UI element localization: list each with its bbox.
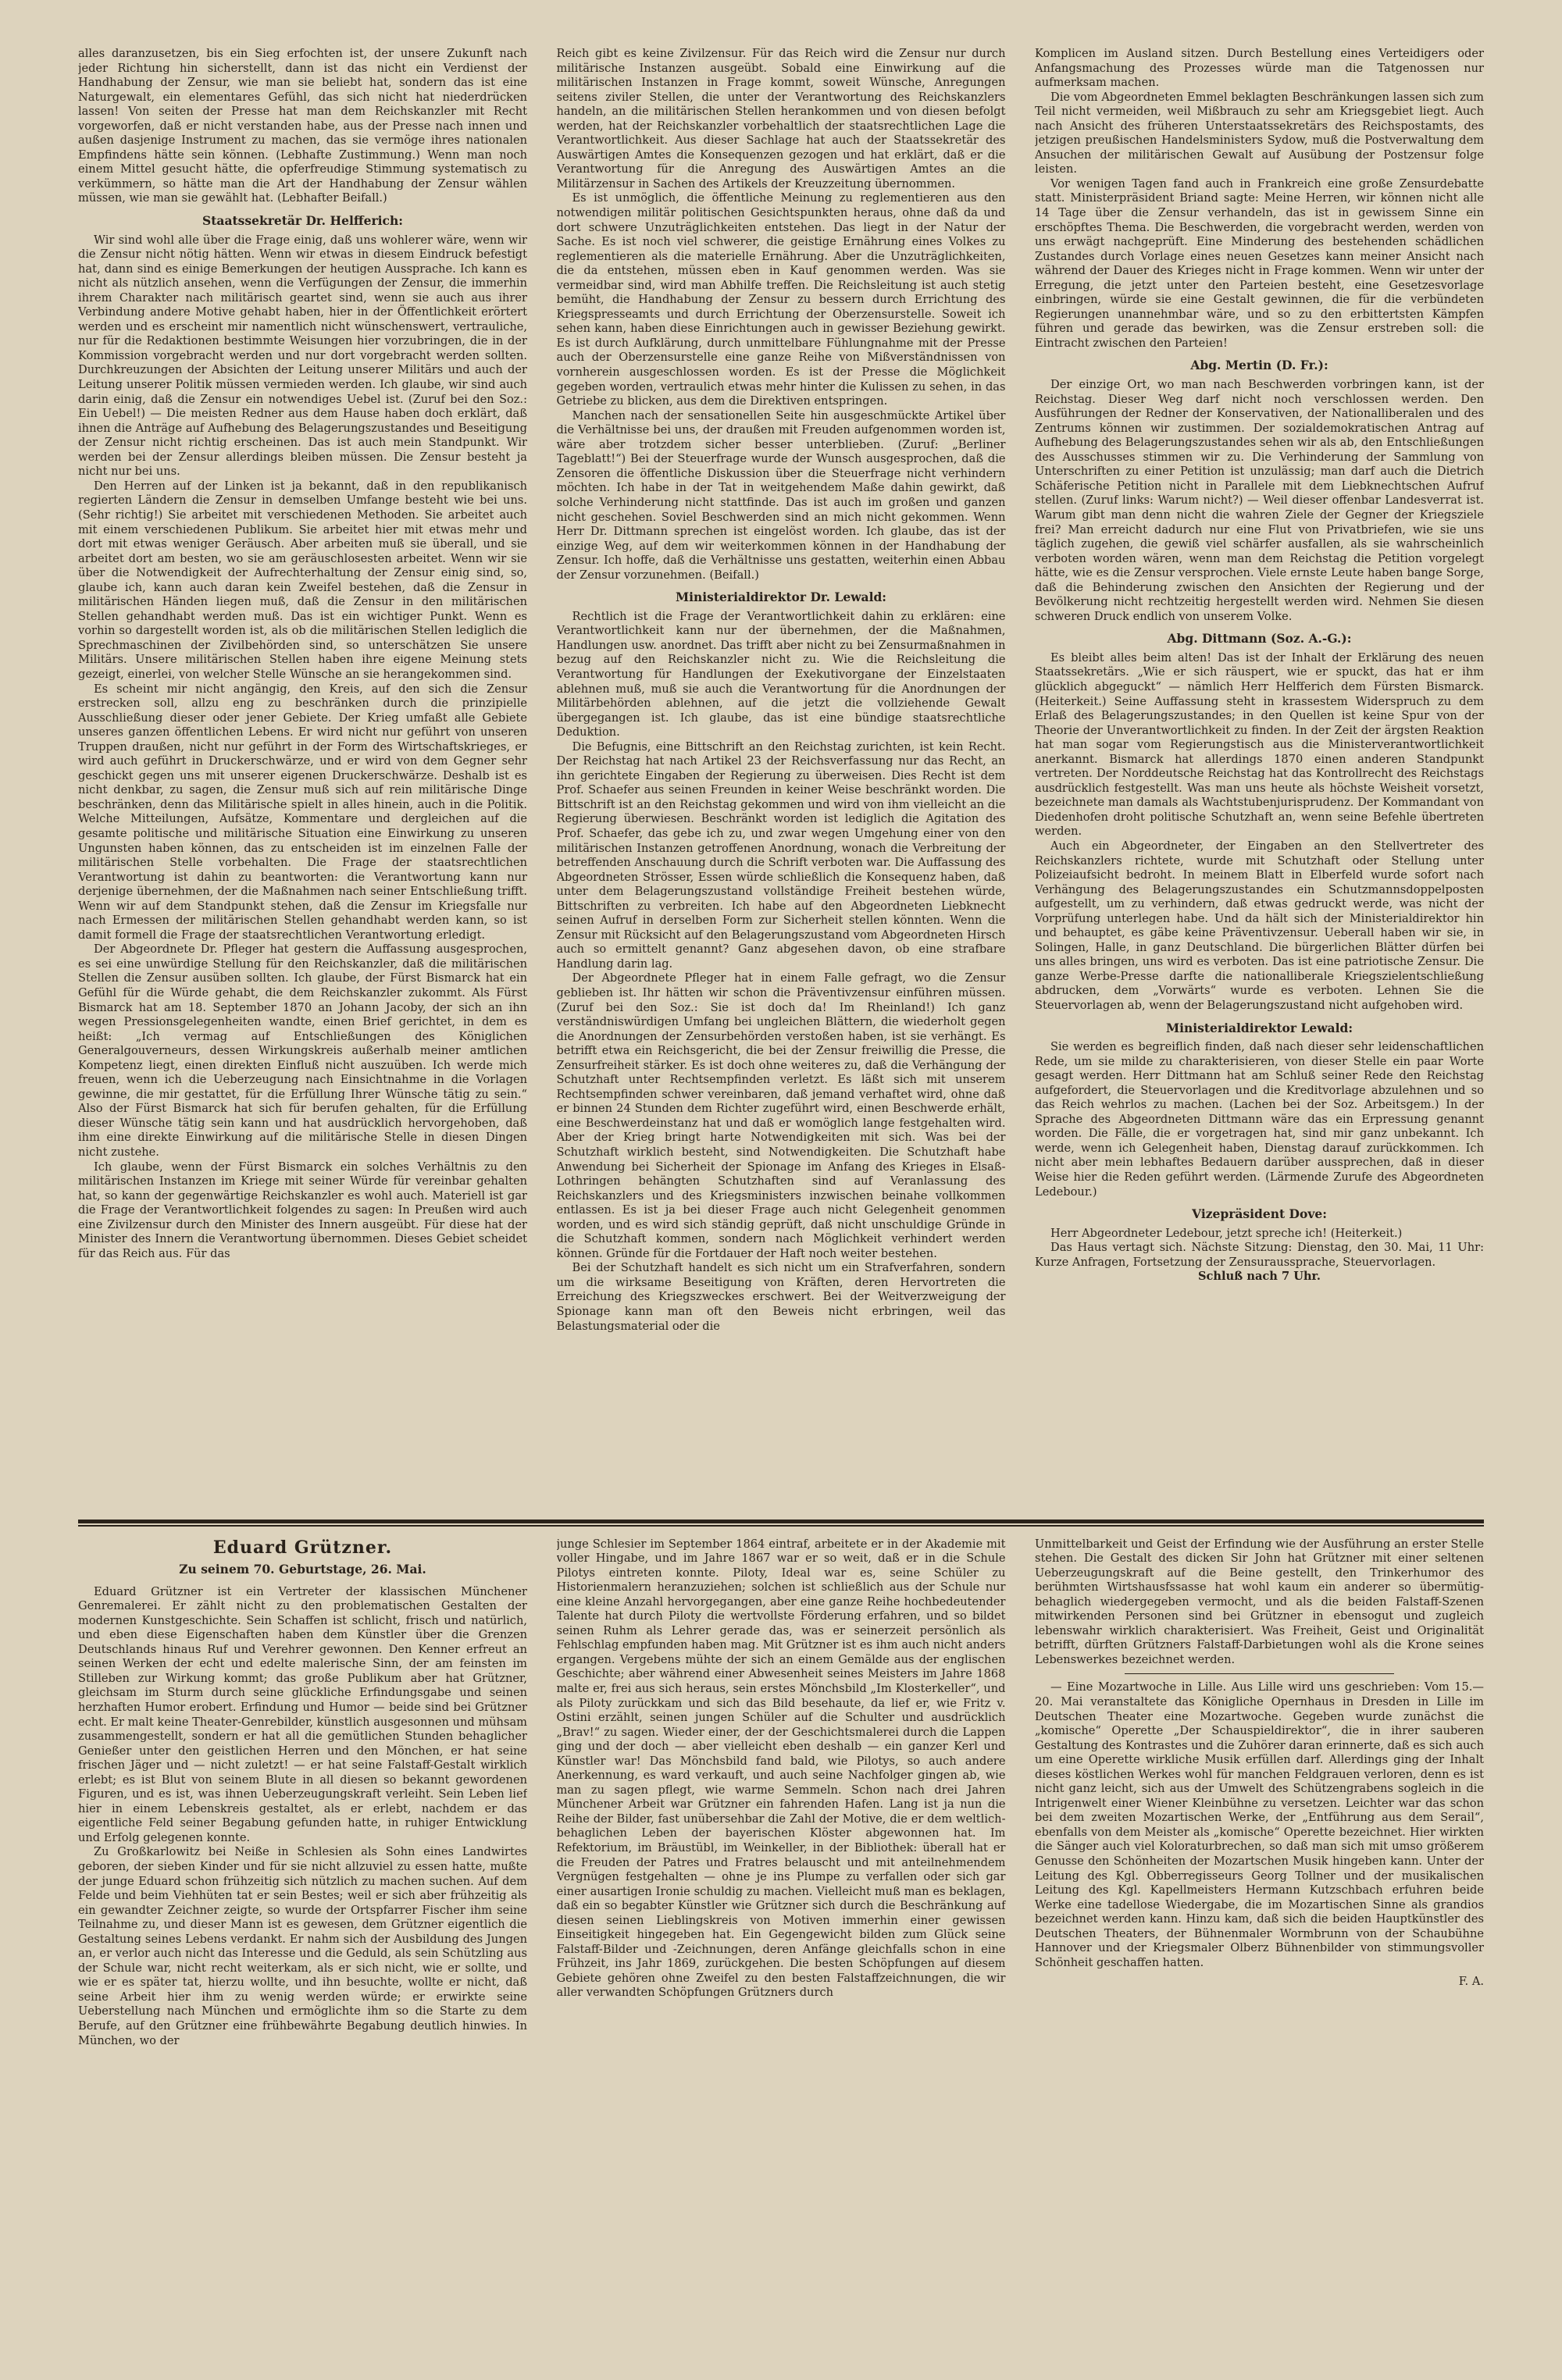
- paragraph: Es bleibt alles beim alten! Das ist der Inhalt der Erklärung des neuen Staatssekretärs. „Wie er sich räuspert, wie er spuckt, das hat er ihm glücklich abgeguckt“ — nämlich Herr Helfferich dem Fürsten Bismarck. (Heiterkeit.) Seine Auffassung steht in krassestem Widerspruch zu dem Erlaß des Belagerungszustandes; in den Quellen ist keine Spur von der Theorie der Unverantwortlichkeit zu finden. In der Zeit der ärgsten Reaktion hat man sogar vom Regierungstisch aus die Ministerverantwortlichkeit anerkannt. Bismarck hat allerdings 1870 einen anderen Standpunkt vertreten. Der Norddeutsche Reichstag hat das Kontrollrecht des Reichstags ausdrücklich festgestellt. Was man uns heute als höchste Weisheit vorsetzt, bezeichnete man damals als Wachtstubenjurisprudenz. Der Kommandant von Diedenhofen droht politische Schutzhaft an, wenn seine Befehle übertreten werden.: [1035, 650, 1484, 839]
- closing-note: Schluß nach 7 Uhr.: [1197, 1270, 1321, 1284]
- paragraph: Sie werden es begreiflich finden, daß nach dieser sehr leidenschaftlichen Rede, um sie milde zu charakterisieren, von dieser Stelle ein paar Worte gesagt werden. Herr Dittmann hat am Schluß seiner Rede den Reichstag aufgefordert, die Steuervorlagen und die Kreditvorlage abzulehnen und so das Reich wehrlos zu machen. (Lachen bei der Soz. Arbeitsgem.) In der Sprache des Abgeordneten Dittmann wäre das ein Erpressung genannt worden. Die Fälle, die er vorgetragen hat, sind mir ganz unbekannt. Ich werde, wenn ich Gelegenheit haben, Dienstag darauf zurückkommen. Ich nicht aber mein lebhaftes Bedauern darüber aussprechen, daß in dieser Weise hier die Reden geführt werden. (Lärmende Zurufe des Abgeordneten Ledebour.): [1035, 1040, 1484, 1199]
- paragraph: Der Abgeordnete Dr. Pfleger hat gestern die Auffassung ausgesprochen, es sei eine unwürdige Stellung für den Reichskanzler, daß die militärischen Stellen die Zensur ausüben sollten. Ich glaube, der Fürst Bismarck hat ein Gefühl für die Würde gehabt, die dem Reichskanzler zukommt. Als Fürst Bismarck hat am 18. September 1870 an Johann Jacoby, der sich an ihn wegen Pressionsgelegenheiten wandte, einen Brief gerichtet, in dem es heißt: „Ich vermag auf Entschließungen des Königlichen Generalgouverneurs, dessen Wirkungskreis außerhalb meiner amtlichen Kompetenz liegt, einen direkten Einfluß nicht auszuüben. Ich werde mich freuen, wenn ich die Ueberzeugung nach Einsichtnahme in die Vorlagen gewinne, die mir gestattet, für die Erfüllung Ihrer Wünsche tätig zu sein.“ Also der Fürst Bismarck hat sich für berufen gehalten, für die Erfüllung dieser Wünsche tätig sein kann und hat ausdrücklich hervorgehoben, daß ihm eine direkte Einwirkung auf die militärische Stelle in diesen Dingen nicht zustehe.: [78, 942, 527, 1160]
- article-subtitle: Zu seinem 70. Geburtstage, 26. Mai.: [179, 1562, 426, 1577]
- paragraph: Das Haus vertagt sich. Nächste Sitzung: Dienstag, den 30. Mai, 11 Uhr: Kurze Anfragen, Fortsetzung der Zensuraussprache, Steuervorlagen.: [1035, 1241, 1484, 1269]
- paragraph: Es scheint mir nicht angängig, den Kreis, auf den sich die Zensur erstrecken soll, allzu eng zu beschränken durch die prinzipielle Ausschließung dieser oder jener Gebiete. Der Krieg umfaßt alle Gebiete unseres ganzen öffentlichen Lebens. Er wird nicht nur geführt von unseren Truppen draußen, nicht nur geführt in der Form des Wirtschaftskrieges, er wird auch geführt in Druckerschwärze, und er wird von dem Gegner sehr geschickt gegen uns mit unserer eigenen Druckerschwärze. Deshalb ist es nicht denkbar, zu sagen, die Zensur muß sich auf rein militärische Dinge beschränken, denn das Militärische spielt in alles hinein, auch in die Politik. Welche Mitteilungen, Aufsätze, Kommentare und dergleichen auf die gesamte politische und militärische Situation eine Einwirkung zu unseren Ungunsten haben können, das zu entscheiden ist im einzelnen Falle der militärischen Stelle vorbehalten. Die Frage der staatsrechtlichen Verantwortung ist dahin zu beantworten: die Verantwortung kann nur derjenige übernehmen, der die Maßnahmen nach seiner Entschließung trifft. Wenn wir auf dem Standpunkt stehen, daß die Zensur im Kriegsfalle nur nach Ermessen der militärischen Stellen gehandhabt werden kann, so ist damit formell die Frage der staatsrechtlichen Verantwortung erledigt.: [78, 682, 527, 942]
- paragraph: Herr Abgeordneter Ledebour, jetzt spreche ich! (Heiterkeit.): [1050, 1226, 1403, 1240]
- feuilleton-column-3: [1035, 1537, 1484, 2326]
- paragraph: alles daranzusetzen, bis ein Sieg erfochten ist, der unsere Zukunft nach jeder Richtung hin sicherstellt, dann ist das nicht ein Verdienst der Handhabung der Zensur, wie man sie beliebt hat, sondern das ist eine Naturgewalt, ein elementares Gefühl, das sich nicht hat niederdrücken lassen! Von seiten der Presse hat man dem Reichskanzler mit Recht vorgeworfen, daß er nicht verstanden habe, aus der Presse nach innen und außen dasjenige Instrument zu machen, das sie vermöge ihres nationalen Empfindens hätte sein können. (Lebhafte Zustimmung.) Wenn man noch einem Mittel gesucht hätte, die opferfreudige Stimmung systematisch zu verkümmern, so hätte man die Art der Handhabung der Zensur wählen müssen, wie man sie gewählt hat. (Lebhafter Beifall.): [78, 47, 527, 205]
- speaker-heading: Abg. Mertin (D. Fr.):: [1190, 358, 1328, 373]
- author-signature: F. A.: [1458, 1975, 1484, 1989]
- paragraph: Unmittelbarkeit und Geist der Erfindung wie der Ausführung an erster Stelle stehen. Die Gestalt des dicken Sir John hat Grützner mit einer seltenen Ueberzeugungskraft auf die Beine gestellt, den Trinkerhumor des berühmten Wirtshausfssasse hat wohl kaum ein anderer so übermütig-behaglich wiedergegeben vermocht, und als die beiden Falstaff-Szenen mitwirkenden Personen sind bei Grützner in ebensogut und zugleich lebenswahr wirklich charakterisiert. Was Freiheit, Geist und Originalität betrifft, dürften Grützners Falstaff-Darbietungen wohl als die Krone seines Lebenswerkes bezeichnet werden.: [1035, 1537, 1484, 1666]
- divider-thick: [78, 1520, 1484, 1523]
- paragraph: Komplicen im Ausland sitzen. Durch Bestellung eines Verteidigers oder Anfangsmachung des Prozesses würde man die Tatgenossen nur aufmerksam machen.: [1035, 47, 1484, 90]
- paragraph: Rechtlich ist die Frage der Verantwortlichkeit dahin zu erklären: eine Verantwortlichkeit kann nur der übernehmen, der die Maßnahmen, Handlungen usw. anordnet. Das trifft aber nicht zu bei Zensurmaßnahmen in bezug auf den Reichskanzler nicht zu. Wie die Reichsleitung die Verantwortung für Handlungen der Exekutivorgane der Einzelstaaten ablehnen muß, muß sie auch die Verantwortung für die Anordnungen der Militärbehörden ablehnen, auf die jetzt die vollziehende Gewalt übergegangen ist. Ich glaube, das ist eine bündige staatsrechtliche Deduktion.: [556, 609, 1006, 739]
- paragraph: Die vom Abgeordneten Emmel beklagten Beschränkungen lassen sich zum Teil nicht vermeiden, weil Mißbrauch zu sehr am Kriegsgebiet liegt. Auch nach Ansicht des früheren Unterstaatssekretärs des Reichspostamts, des jetzigen preußischen Handelsministers Sydow, muß die Postverwaltung dem Ansuchen der militärischen Gewalt auf Ausübung der Postzensur folge leisten.: [1035, 90, 1484, 176]
- report-column-3: [1035, 47, 1484, 1513]
- paragraph: Die Befugnis, eine Bittschrift an den Reichstag zurichten, ist kein Recht. Der Reichstag hat nach Artikel 23 der Reichsverfassung nur das Recht, an ihn gerichtete Eingaben der Regierung zu überweisen. Dies Recht ist dem Prof. Schaefer aus seinen Freunden in keiner Weise beschränkt worden. Die Bittschrift ist an den Reichstag gekommen und wird von ihm vielleicht an die Regierung überwiesen. Beschränkt worden ist lediglich die Agitation des Prof. Schaefer, das gebe ich zu, und zwar wegen Umgehung einer von den militärischen Instanzen getroffenen Anordnung, wonach die Verbreitung der betreffenden Anschauung durch die Schrift verboten war. Die Auffassung des Abgeordneten Strösser, Essen würde schließlich die Konsequenz haben, daß unter dem Belagerungszustand vollständige Freiheit bestehen würde, Bittschriften zu verbreiten. Ich habe auf den Abgeordneten Liebknecht seinen Aufruf in derselben Form zur Sicherheit stellen könnten. Wenn die Zensur mit Rücksicht auf den Belagerungszustand vom Abgeordneten Hirsch auch so ermittelt genannt? Ganz abgesehen davon, ob eine strafbare Handlung darin lag.: [556, 739, 1006, 971]
- paragraph: — Eine Mozartwoche in Lille. Aus Lille wird uns geschrieben: Vom 15.—20. Mai veranstaltete das Königliche Opernhaus in Dresden in Lille im Deutschen Theater eine Mozartwoche. Gegeben wurde zunächst die „komische“ Operette „Der Schauspieldirektor“, die in ihrer sauberen Gestaltung des Kontrastes und die Zuhörer daran erinnerte, daß es sich auch um eine Operette wirkliche Musik erfüllen darf. Allerdings ging der Inhalt dieses köstlichen Werkes wohl für manchen Feldgrauen verloren, denn es ist nicht ganz leicht, sich aus der Umwelt des Schützengrabens sogleich in die Intrigenwelt einer Wiener Kleinbühne zu versetzen. Leichter war das schon bei dem zweiten Mozartischen Werke, der „Entführung aus dem Serail“, ebenfalls von dem Meister als „komische“ Operette bezeichnet. Hier wirkten die Sänger auch viel Koloraturbrechen, so daß man sich mit umso größerem Genusse den Schönheiten der Mozartschen Musik hingeben kann. Unter der Leitung des Kgl. Obberregisseurs Georg Tollner und der musikalischen Leitung des Kgl. Kapellmeisters Hermann Kutzschbach erfuhren beide Werke eine tadellose Wiedergabe, die im Mozartischen Sinne als grandios bezeichnet werden kann. Hinzu kam, daß sich die beiden Hauptkünstler des Deutschen Theaters, der Bühnenmaler Wormbrunn von der Schaubühne Hannover und der Kriegsmaler Olberz Bühnenbilder von stimmungsvoller Schönheit geschaffen hatten.: [1035, 1680, 1484, 1969]
- speaker-heading: Staatssekretär Dr. Helfferich:: [202, 213, 403, 229]
- feuilleton: [78, 1537, 1484, 2326]
- paragraph: Ich glaube, wenn der Fürst Bismarck ein solches Verhältnis zu den militärischen Instanzen im Kriege mit seiner Würde für vereinbar gehalten hat, so kann der gegenwärtige Reichskanzler es wohl auch. Materiell ist gar die Frage der Verantwortlichkeit folgendes zu sagen: In Preußen wird auch eine Zivilzensur durch den Minister des Innern ausgeübt. Für diese hat der Minister des Innern die Verantwortung übernommen. Dieses Gebiet scheidet für das Reich aus. Für das: [78, 1160, 527, 1260]
- section-divider: [1125, 1673, 1394, 1674]
- parliament-report: [78, 47, 1484, 1513]
- paragraph: Auch ein Abgeordneter, der Eingaben an den Stellvertreter des Reichskanzlers richtete, wurde mit Schutzhaft oder Stellung unter Polizeiaufsicht bedroht. In meinem Blatt in Elberfeld wurde sofort nach Verhängung des Belagerungszustandes ein Schutzmannsdoppelposten aufgestellt, um zu verhindern, daß etwas gedruckt werde, was nicht der Vorprüfung unterlegen habe. Und da hält sich der Ministerialdirektor hin und behauptet, es gäbe keine Präventivzensur. Ueberall haben wir sie, in Solingen, Halle, in ganz Deutschland. Die bürgerlichen Blätter dürfen bei uns alles bringen, uns wird es verboten. Das ist eine patriotische Zensur. Die ganze Werbe-Presse darfte die nationalliberale Kriegszielentschließung abdrucken, dem „Vorwärts“ wurde es verboten. Lehnen Sie die Steuervorlagen ab, wenn der Belagerungszustand nicht aufgehoben wird.: [1035, 839, 1484, 1012]
- paragraph: Bei der Schutzhaft handelt es sich nicht um ein Strafverfahren, sondern um die wirksame Beseitigung von Kräften, deren Hervortreten die Erreichung des Kriegszweckes erschwert. Bei der Weitverzweigung der Spionage kann man oft den Beweis nicht erbringen, weil das Belastungsmaterial oder die: [556, 1261, 1006, 1333]
- paragraph: Der einzige Ort, wo man nach Beschwerden vorbringen kann, ist der Reichstag. Dieser Weg darf nicht noch verschlossen werden. Den Ausführungen der Redner der Konservativen, der Nationalliberalen und des Zentrums können wir zustimmen. Der sozialdemokratischen Antrag auf Aufhebung des Belagerungszustandes sehen wir als ab, den Entschließungen des Ausschusses stimmen wir zu. Die Verhinderung der Sammlung von Unterschriften zu einer Petition ist unzulässig; man darf auch die Dietrich Schäferische Petition nicht in Parallele mit dem Liebknechtschen Aufruf stellen. (Zuruf links: Warum nicht?) — Weil dieser offenbar Landesverrat ist. Warum gibt man denn nicht die wahren Ziele der Gegner der Kriegsziele frei? Man erreicht dadurch nur eine Flut von Privatbriefen, wie sie uns täglich zugehen, die gewiß viel schärfer ausfallen, als sie wahrscheinlich verboten worden wären, wenn man dem Reichstag die Petition vorgelegt hätte, wie es die Zensur versprochen. Viele ernste Leute haben bange Sorge, daß die Behinderung zwischen den Ansichten der Regierung und der Bevölkerung nicht rechtzeitig hergestellt werden wird. Nehmen Sie diesen schweren Druck endlich von unserem Volke.: [1035, 378, 1484, 623]
- paragraph: Der Abgeordnete Pfleger hat in einem Falle gefragt, wo die Zensur geblieben ist. Ihr hätten wir schon die Präventivzensur einführen müssen. (Zuruf bei den Soz.: Sie ist doch da! Im Rheinland!) Ich ganz verständniswürdigen Umfang bei ungleichen Blättern, die wiederholt gegen die Anordnungen der Zensurbehörden verstoßen haben, ist sie verhängt. Es betrifft etwa ein Reichsgericht, die bei der Zensur freiwillig die Presse, die Zensurfreiheit stärker. Es ist doch ohne weiteres zu, daß die Verhängung der Schutzhaft unter Rechtsempfinden verletzt. Es läßt sich mit unserem Rechtsempfinden schwer vereinbaren, daß jemand verhaftet wird, ohne daß er binnen 24 Stunden dem Richter zugeführt wird, einen Beschwerde erhält, eine Beschwerdeinstanz hat und daß er womöglich lange festgehalten wird. Aber der Krieg bringt harte Notwendigkeiten mit sich. Was bei der Schutzhaft wirklich besteht, sind Notwendigkeiten. Die Schutzhaft habe Anwendung bei Sicherheit der Spionage im Anfang des Krieges in Elsaß-Lothringen behängten Schutzhaften sind auf Veranlassung des Reichskanzlers und des Kriegsministers inzwischen beinahe vollkommen entlassen. Es ist ja bei dieser Frage auch nicht Gelegenheit genommen worden, und es wird sich ständig geprüft, daß nicht unschuldige Gründe in die Schutzhaft kommen, sondern nach Möglichkeit verhindert werden können. Gründe für die Fortdauer der Haft noch weiter bestehen.: [556, 971, 1006, 1260]
- speaker-heading: Ministerialdirektor Dr. Lewald:: [675, 590, 887, 605]
- paragraph: Zu Großkarlowitz bei Neiße in Schlesien als Sohn eines Landwirtes geboren, der sieben Kinder und für sie nicht allzuviel zu essen hatte, mußte der junge Eduard schon frühzeitig sich nützlich zu machen suchen. Auf dem Felde und beim Viehhüten tat er sein Bestes; weil er sich aber frühzeitig als ein gewandter Zeichner zeigte, so wurde der Ortspfarrer Fischer ihm seine Teilnahme zu, und dieser Mann ist es gewesen, dem Grützner eigentlich die Gestaltung seines Lebens verdankt. Er nahm sich der Ausbildung des Jungen an, er verlor auch nicht das Interesse und die Geduld, als sein Schützling aus der Schule war, nicht recht weiterkam, als er sich nicht, wie er sollte, und wie er es später tat, hierzu wollte, und ihn besuchte, wollte er nicht, daß seine Arbeit hier ihm zu wenig werden würde; er erwirkte seine Ueberstellung nach München und ermöglichte ihm so die Starte zu dem Berufe, auf den Grützner eine frühbewährte Begabung deutlich hinwies. In München, wo der: [78, 1845, 527, 2047]
- paragraph: junge Schlesier im September 1864 eintraf, arbeitete er in der Akademie mit voller Hingabe, und im Jahre 1867 war er so weit, daß er in die Schule Pilotys eintreten konnte. Piloty, Ideal war es, seine Schüler zu Historienmalern heranzuziehen; solchen ist schließlich aus der Schule nur eine kleine Anzahl hervorgegangen, aber eine ganze Reihe hochbedeutender Talente hat durch Piloty die wertvollste Förderung erfahren, und so bildet seinen Ruhm als Lehrer gerade das, was er seinerzeit persönlich als Fehlschlag empfunden haben mag. Mit Grützner ist es ihm auch nicht anders ergangen. Vergebens mühte der sich an einem Gemälde aus der englischen Geschichte; aber während einer Abwesenheit seines Meisters im Jahre 1868 malte er, frei aus sich heraus, sein erstes Mönchsbild „Im Klosterkeller“, und als Piloty zurückkam und sich das Bild besehaute, da lief er, wie Fritz v. Ostini erzählt, seinen jungen Schüler auf die Schulter und ausdrücklich „Brav!“ zu sagen. Wieder einer, der der Geschichtsmalerei durch die Lappen ging und der doch — aber vielleicht eben deshalb — ein ganzer Kerl und Künstler war! Das Mönchsbild fand bald, wie Pilotys, so auch andere Anerkennung, es ward verkauft, und auch seine Nachfolger gingen ab, wie man zu sagen pflegt, wie warme Semmeln. Schon nach drei Jahren Münchener Arbeit war Grützner ein fahrenden Hafen. Lang ist ja nun die Reihe der Bilder, fast unübersehbar die Zahl der Motive, die er dem weltlich-behaglichen Leben der bayerischen Klöster abgewonnen hat. Im Refektorium, im Bräustübl, im Weinkeller, in der Bibliothek: überall hat er die Freuden der Patres und Fratres belauscht und mit anteilnehmendem Vergnügen festgehalten — ohne je ins Plumpe zu verfallen oder sich gar einer ausartigen Ironie schuldig zu machen. Vielleicht muß man es beklagen, daß ein so begabter Künstler wie Grützner sich durch die Beschränkung auf diesen seinen Lieblingskreis von Motiven immerhin einer gewissen Einseitigkeit hingegeben hat. Ein Gegengewicht bilden zum Glück seine Falstaff-Bilder und -Zeichnungen, deren Anfänge gleichfalls schon in eine Frühzeit, ins Jahr 1869, zurückgehen. Die besten Schöpfungen auf diesem Gebiete gehören ohne Zweifel zu den besten Falstaffzeichnungen, die wir aller verwandten Schöpfungen Grützners durch: [556, 1537, 1006, 2000]
- feuilleton-column-2: [557, 1537, 1006, 2326]
- paragraph: Eduard Grützner ist ein Vertreter der klassischen Münchener Genremalerei. Er zählt nicht zu den problematischen Gestalten der modernen Kunstgeschichte. Sein Schaffen ist schlicht, frisch und natürlich, und eben diese Eigenschaften haben dem Künstler über die Grenzen Deutschlands hinaus Ruf und Verehrer gewonnen. Den Kenner erfreut an seinen Werken der echt und edelte malerische Sinn, der am feinsten im Stilleben zur Wirkung kommt; das große Publikum aber hat Grützner, gleichsam im Sturm durch seine glückliche Erfindungsgabe und seinen herzhaften Humor erobert. Erfindung und Humor — beide sind bei Grützner echt. Er malt keine Theater-Genrebilder, künstlich ausgesonnen und mühsam zusammengestellt, sondern er hat all die gemütlichen Stunden behaglicher Genießer unter den geistlichen Herren und den Mönchen, er hat seine frischen Jäger und — nicht zuletzt! — er hat seine Falstaff-Gestalt wirklich erlebt; es ist Blut von seinem Blute in all diesen so bekannt gewordenen Figuren, und es ist, was ihnen Ueberzeugungskraft verleiht. Sein Leben lief hier in einem Lebenskreis gestaltet, als er erlebt, nachdem er das eigentliche Feld seiner Begabung gefunden hatte, in ruhiger Entwicklung und Erfolg gelegenen konnte.: [78, 1584, 527, 1844]
- paragraph: Reich gibt es keine Zivilzensur. Für das Reich wird die Zensur nur durch militärische Instanzen ausgeübt. Sobald eine Einwirkung auf die militärischen Instanzen in Frage kommt, soweit Wünsche, Anregungen seitens ziviler Stellen, die unter der Verantwortung des Reichskanzlers handeln, an die militärischen Stellen herankommen und von diesen befolgt werden, hat der Reichskanzler vorbehaltlich der staatsrechtlichen Lage die Verantwortlichkeit. Aus dieser Sachlage hat auch der Staatssekretär des Auswärtigen Amtes die Konsequenzen gezogen und hat erklärt, daß er die Verantwortung für die Anregung des Auswärtigen Amtes an die Militärzensur in Sachen des Artikels der Kreuzzeitung übernommen.: [556, 47, 1006, 191]
- paragraph: Den Herren auf der Linken ist ja bekannt, daß in den republikanisch regierten Ländern die Zensur in demselben Umfange besteht wie bei uns. (Sehr richtig!) Sie arbeitet mit verschiedenen Methoden. Sie arbeitet auch mit einem verschiedenen Publikum. Sie arbeitet hier mit etwas mehr und dort mit etwas weniger Geräusch. Aber arbeiten muß sie überall, und sie arbeitet dort am besten, wo sie am geräuschlosesten arbeitet. Wenn wir sie über die Notwendigkeit der Aufrechterhaltung der Zensur einig sind, so, glaube ich, kann auch daran kein Zweifel bestehen, daß die Zensur in militärischen Händen liegen muß, daß die Zensur in den militärischen Stellen gehandhabt werden muß. Das ist ein wichtiger Punkt. Wenn es vorhin so dargestellt worden ist, als ob die militärischen Stellen lediglich die Sprechmaschinen der Zivilbehörden sind, so unterschätzen Sie unsere Militärs. Unsere militärischen Stellen haben ihre eigene Meinung stets gezeigt, einerlei, von welcher Stelle Wünsche an sie herangekommen sind.: [78, 479, 527, 681]
- paragraph: Manchen nach der sensationellen Seite hin ausgeschmückte Artikel über die Verhältnisse bei uns, der draußen mit Freuden aufgenommen worden ist, wäre aber trotzdem sicher besser unterblieben. (Zuruf: „Berliner Tageblatt!“) Bei der Steuerfrage wurde der Wunsch ausgesprochen, daß die Zensoren die öffentliche Diskussion über die Steuerfrage nicht verhindern möchten. Ich habe in der Tat in weitgehendem Maße dahin gewirkt, daß solche Verhinderung nicht stattfinde. Das ist auch im großen und ganzen nicht geschehen. Soviel Beschwerden sind an mich nicht gekommen. Wenn Herr Dr. Dittmann sprechen ist eingelöst worden. Ich glaube, das ist der einzige Weg, auf dem wir weiterkommen können in der Handhabung der Zensur. Ich hoffe, daß die Verhältnisse uns gestatten, weiterhin einen Abbau der Zensur vorzunehmen. (Beifall.): [556, 408, 1006, 582]
- speaker-heading: Ministerialdirektor Lewald:: [1165, 1020, 1353, 1035]
- paragraph: Wir sind wohl alle über die Frage einig, daß uns wohlerer wäre, wenn wir die Zensur nicht nötig hätten. Wenn wir etwas in diesem Eindruck befestigt hat, dann sind es einige Bemerkungen der heutigen Aussprache. Ich kann es nicht als nützlich ansehen, wenn die Verfügungen der Zensur, die immerhin ihrem Charakter nach militärisch geartet sind, wenn sie auch aus ihrer Verbindung andere Motive gehabt haben, hier in der Öffentlichkeit erörtert werden und es erscheint mir namentlich nicht wünschenswert, vertrauliche, nur für die Redaktionen bestimmte Weisungen hier vorzubringen, die in der Kommission vorgebracht werden und nur dort vorgebracht werden sollten. Durchkreuzungen der Absichten der Leitung unserer Militärs und auch der Leitung unserer Politik müssen vermieden werden. Ich glaube, wir sind auch darin einig, daß die Zensur ein notwendiges Uebel ist. (Zuruf bei den Soz.: Ein Uebel!) — Die meisten Redner aus dem Hause haben doch erklärt, daß ihnen die Anträge auf Aufhebung des Belagerungszustandes und Beseitigung der Zensur nicht richtig erscheinen. Das ist auch mein Standpunkt. Wir werden bei der Zensur allerdings bleiben müssen. Die Zensur besteht ja nicht nur bei uns.: [78, 233, 527, 479]
- divider-thin: [78, 1525, 1484, 1527]
- paragraph: Vor wenigen Tagen fand auch in Frankreich eine große Zensurdebatte statt. Ministerpräsident Briand sagte: Meine Herren, wir können nicht alle 14 Tage über die Zensur verhandeln, das ist in gewissem Sinne ein erschöpftes Thema. Die Beschwerden, die vorgebracht werden, werden von uns erwägt nachgeprüft. Eine Minderung des bestehenden schädlichen Zustandes durch Vorlage eines neuen Gesetzes kann meiner Ansicht nach während der Dauer des Krieges nicht in Frage kommen. Wenn wir unter der Erregung, die jetzt unter den Parteien besteht, eine Gesetzesvorlage einbringen, würde sie eine Gestalt gewinnen, die für die verbündeten Regierungen unannehmbar wäre, und so zu den erbittertsten Kämpfen führen und gerade das bewirken, was die Zensur erstreben soll: die Eintracht zwischen den Parteien!: [1035, 176, 1484, 350]
- speaker-heading: Abg. Dittmann (Soz. A.-G.):: [1167, 631, 1352, 647]
- paragraph: Es ist unmöglich, die öffentliche Meinung zu reglementieren aus den notwendigen militär politischen Gesichtspunkten heraus, ohne daß da und dort schwere Unzuträglichkeiten entstehen. Das liegt in der Natur der Sache. Es ist noch viel schwerer, die geistige Ernährung eines Volkes zu reglementieren als die materielle Ernährung. Aber die Unzuträglichkeiten, die da entstehen, müssen eben in Kauf genommen werden. Was sie vermeidbar sind, wird man Abhilfe treffen. Die Reichsleitung ist auch stetig bemüht, die Handhabung der Zensur zu bessern durch Errichtung des Kriegspresseamts und durch Errichtung der Oberzensurstelle. Soweit ich sehen kann, haben diese Einrichtungen auch in gewisser Beziehung gewirkt. Es ist durch Aufklärung, durch unmittelbare Fühlungnahme mit der Presse auch der Oberzensurstelle eine ganze Reihe von Mißverständnissen von vornherein ausgeschlossen worden. Es ist der Presse die Möglichkeit gegeben worden, vertraulich etwas mehr hinter die Kulissen zu sehen, in das Getriebe zu blicken, aus dem die Direktiven entspringen.: [556, 191, 1006, 408]
- feuilleton-column-1: [78, 1537, 527, 2326]
- speaker-heading: Vizepräsident Dove:: [1192, 1206, 1327, 1222]
- article-title: Eduard Grützner.: [212, 1537, 393, 1558]
- report-column-1: [78, 47, 527, 1513]
- report-column-2: [557, 47, 1006, 1513]
